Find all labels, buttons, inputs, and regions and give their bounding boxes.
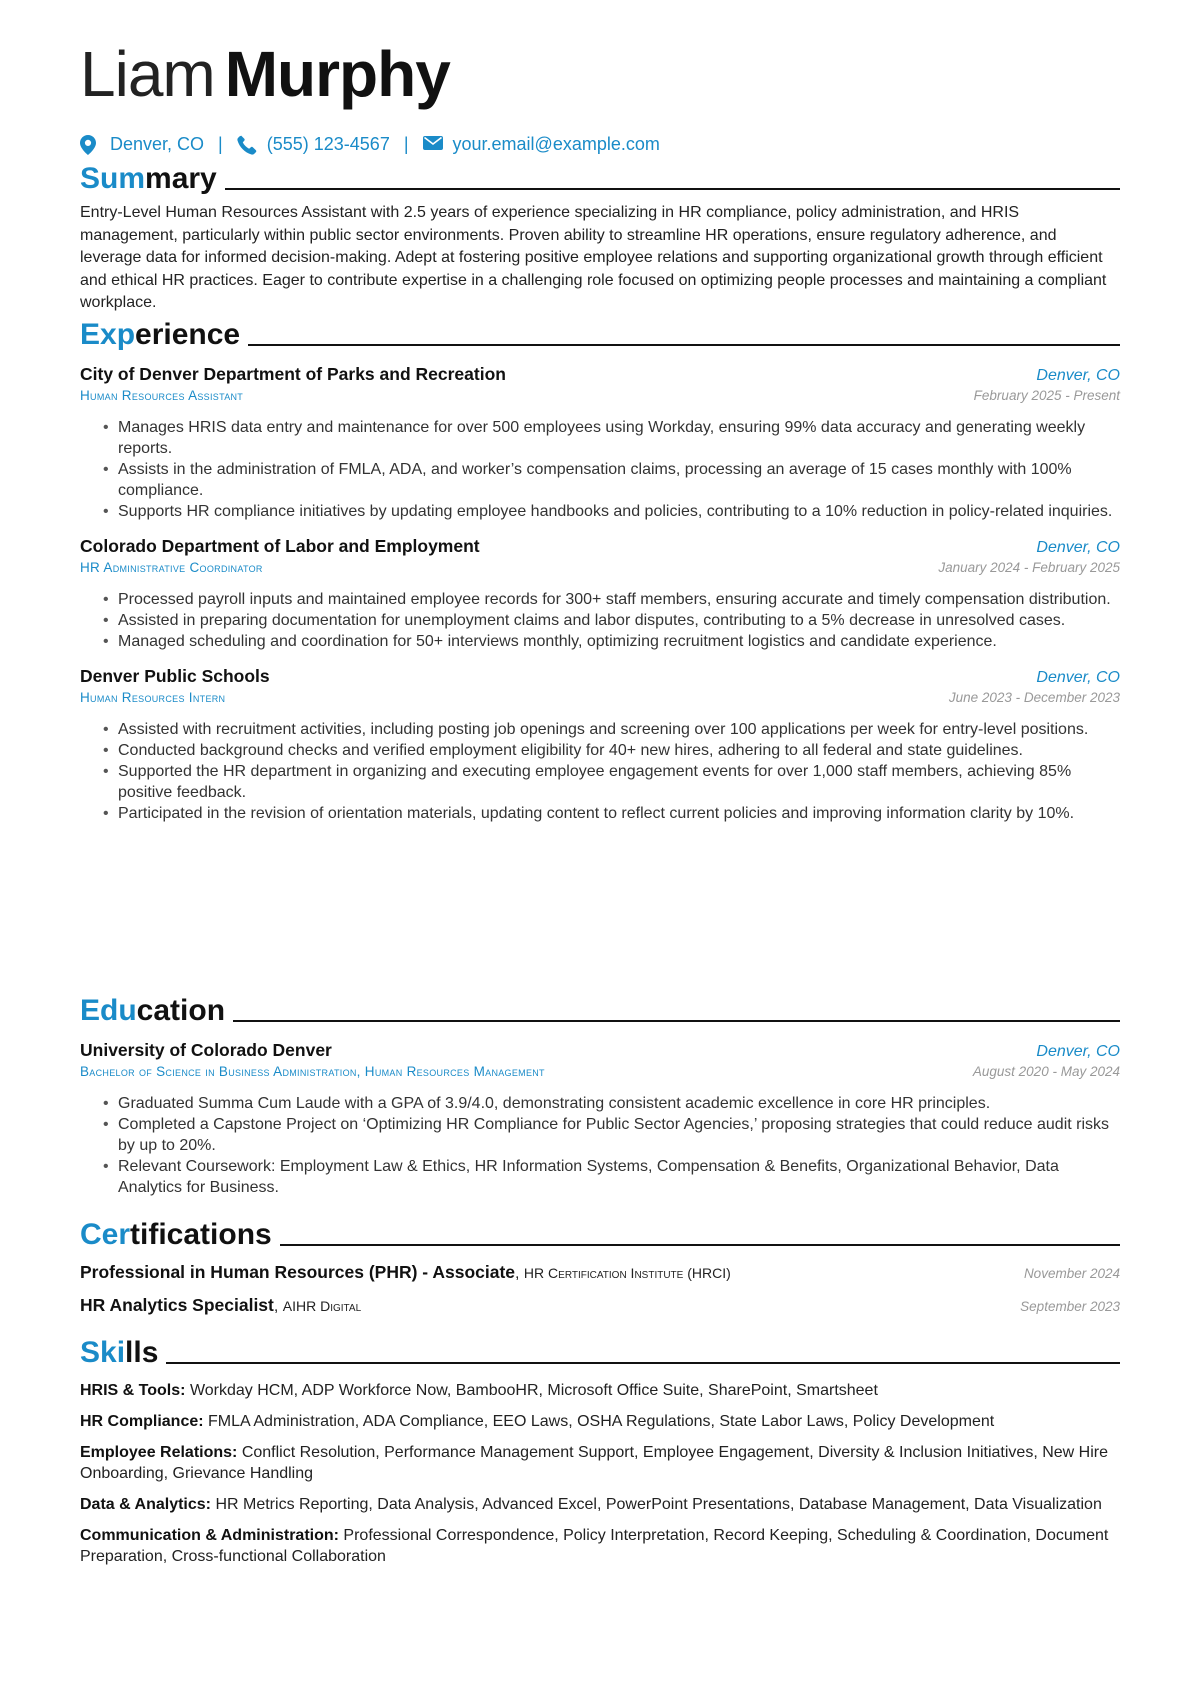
certification-name: HR Analytics Specialist	[80, 1295, 274, 1315]
education-entry	[80, 1040, 1120, 1198]
bullet-item: • Graduated Summa Cum Laude with a GPA of 3.9/4.0, demonstrating consistent academic excellence in core HR principles.	[80, 1093, 1120, 1114]
school-location: Denver, CO	[1036, 1043, 1120, 1060]
location-text: Denver, CO	[110, 134, 205, 154]
map-pin-icon	[80, 135, 100, 155]
job-dates: January 2024 - February 2025	[938, 560, 1120, 575]
skill-category: Data & Analytics:	[80, 1496, 211, 1513]
skill-category: Communication & Administration:	[80, 1527, 339, 1544]
bullet-item: • Supported the HR department in organizing and executing employee engagement events for over 1,000 staff members, achieving 85% positive feedback.	[80, 761, 1120, 803]
section-rule	[233, 1020, 1120, 1022]
certification-item: HR Analytics Specialist, AIHR Digital September 2023	[80, 1295, 1120, 1315]
email-text: your.email@example.com	[452, 134, 660, 154]
bullet-item: • Manages HRIS data entry and maintenance for over 500 employees using Workday, ensuring 99% data accuracy and generating weekly reports.	[80, 417, 1120, 459]
contact-phone[interactable]	[237, 134, 390, 155]
bullet-item: • Managed scheduling and coordination for 50+ interviews monthly, optimizing recruitment logistics and candidate experience.	[80, 631, 1120, 652]
job-bullets	[80, 417, 1120, 522]
skill-category: Employee Relations:	[80, 1444, 238, 1461]
first-name: Liam	[80, 38, 215, 110]
employer-name: Denver Public Schools	[80, 666, 270, 686]
contact-location	[80, 134, 204, 155]
section-title: Experience	[80, 318, 241, 351]
phone-text: (555) 123-4567	[266, 134, 390, 154]
skill-list: Conflict Resolution, Performance Management Support, Employee Engagement, Diversity & Inclusion Initiatives, New Hire Onboarding, Grievance Handling	[80, 1444, 1109, 1482]
skill-list: Professional Correspondence, Policy Interpretation, Record Keeping, Scheduling & Coordination, Document Preparation, Cross-functional Collaboration	[80, 1527, 1109, 1565]
bullet-item: • Processed payroll inputs and maintained employee records for 300+ staff members, ensuring accurate and timely compensation distribution.	[80, 589, 1120, 610]
summary-text: Entry-Level Human Resources Assistant with 2.5 years of experience specializing in HR compliance, policy administration, and HRIS management, particularly within public sector environments. Proven ability to streamline HR operations, ensure regulatory adherence, and leverage data for informed decision-making. Adept at fostering positive employee relations and supporting organizational growth through efficient and ethical HR practices. Eager to contribute expertise in a challenging role focused on optimizing people processes and maintaining a compliant workplace.	[80, 204, 1107, 311]
skills-heading	[80, 1332, 1120, 1368]
bullet-item: • Participated in the revision of orientation materials, updating content to reflect current policies and improving information clarity by 10%.	[80, 803, 1120, 824]
envelope-icon	[423, 135, 443, 155]
skill-category: HR Compliance:	[80, 1413, 204, 1430]
job-bullets	[80, 719, 1120, 824]
contact-separator: |	[218, 134, 223, 154]
experience-entry	[80, 666, 1120, 824]
experience-entry	[80, 536, 1120, 652]
experience-heading	[80, 314, 1120, 350]
skill-list: HR Metrics Reporting, Data Analysis, Advanced Excel, PowerPoint Presentations, Database Management, Data Visualization	[215, 1496, 1102, 1513]
section-rule	[280, 1244, 1120, 1246]
skill-line	[80, 1525, 1120, 1567]
job-title: Human Resources Intern	[80, 690, 226, 705]
certifications-heading	[80, 1214, 1120, 1250]
bullet-item: • Assisted in preparing documentation for unemployment claims and labor disputes, contributing to a 5% decrease in unresolved cases.	[80, 610, 1120, 631]
skill-line	[80, 1442, 1120, 1484]
section-rule	[225, 188, 1120, 190]
phone-icon	[237, 135, 257, 155]
skill-line	[80, 1411, 1120, 1432]
skill-line	[80, 1494, 1120, 1515]
last-name: Murphy	[224, 38, 450, 110]
contact-line	[80, 134, 660, 155]
summary-heading	[80, 158, 1120, 194]
job-location: Denver, CO	[1036, 539, 1120, 556]
certifications-section	[80, 1214, 1120, 1316]
degree-name: Bachelor of Science in Business Administration, Human Resources Management	[80, 1064, 545, 1079]
bullet-item: • Assisted with recruitment activities, including posting job openings and screening over 100 applications per week for entry-level positions.	[80, 719, 1120, 740]
job-location: Denver, CO	[1036, 367, 1120, 384]
bullet-item: • Conducted background checks and verified employment eligibility for 40+ new hires, adhering to all federal and state guidelines.	[80, 740, 1120, 761]
employer-name: City of Denver Department of Parks and Recreation	[80, 364, 506, 384]
summary-section	[80, 158, 1120, 315]
job-title: Human Resources Assistant	[80, 388, 244, 403]
contact-email[interactable]	[423, 134, 660, 155]
job-title: HR Administrative Coordinator	[80, 560, 263, 575]
bullet-item: • Supports HR compliance initiatives by updating employee handbooks and policies, contributing to a 10% reduction in policy-related inquiries.	[80, 501, 1120, 522]
section-title: Certifications	[80, 1218, 272, 1251]
section-rule	[248, 344, 1120, 346]
section-title: Summary	[80, 162, 217, 195]
certification-date: September 2023	[1020, 1299, 1120, 1314]
section-rule	[166, 1362, 1120, 1364]
skill-line	[80, 1380, 1120, 1401]
certification-name: Professional in Human Resources (PHR) - Associate	[80, 1262, 516, 1282]
skills-section	[80, 1332, 1120, 1567]
education-dates: August 2020 - May 2024	[972, 1064, 1120, 1079]
bullet-item: • Assists in the administration of FMLA, ADA, and worker’s compensation claims, processing an average of 15 cases monthly with 100% compliance.	[80, 459, 1120, 501]
school-name: University of Colorado Denver	[80, 1040, 332, 1060]
job-dates: February 2025 - Present	[973, 388, 1120, 403]
education-bullets	[80, 1093, 1120, 1198]
job-dates: June 2023 - December 2023	[948, 690, 1120, 705]
bullet-item: • Completed a Capstone Project on ‘Optimizing HR Compliance for Public Sector Agencies,’ proposing strategies that could reduce audit risks by up to 20%.	[80, 1114, 1120, 1156]
job-bullets	[80, 589, 1120, 652]
bullet-item: • Relevant Coursework: Employment Law & Ethics, HR Information Systems, Compensation & Benefits, Organizational Behavior, Data Analytics for Business.	[80, 1156, 1120, 1198]
education-heading	[80, 990, 1120, 1026]
contact-separator: |	[403, 134, 409, 154]
section-title: Education	[80, 994, 226, 1027]
candidate-name	[80, 38, 450, 110]
experience-section	[80, 314, 1120, 824]
skill-category: HRIS & Tools:	[80, 1382, 186, 1399]
section-title: Skills	[80, 1336, 159, 1369]
education-section	[80, 990, 1120, 1198]
certification-item: Professional in Human Resources (PHR) - Associate, HR Certification Institute (HRCI) November 2024	[80, 1262, 1120, 1282]
employer-name: Colorado Department of Labor and Employment	[80, 536, 480, 556]
certification-issuer: HR Certification Institute (HRCI)	[523, 1265, 731, 1281]
skill-list: FMLA Administration, ADA Compliance, EEO Laws, OSHA Regulations, State Labor Laws, Policy Development	[208, 1413, 995, 1430]
skill-list: Workday HCM, ADP Workforce Now, BambooHR, Microsoft Office Suite, SharePoint, Smartsheet	[189, 1382, 878, 1399]
experience-entry	[80, 364, 1120, 522]
job-location: Denver, CO	[1036, 669, 1120, 686]
certification-issuer: AIHR Digital	[282, 1298, 362, 1314]
certification-date: November 2024	[1023, 1266, 1120, 1281]
